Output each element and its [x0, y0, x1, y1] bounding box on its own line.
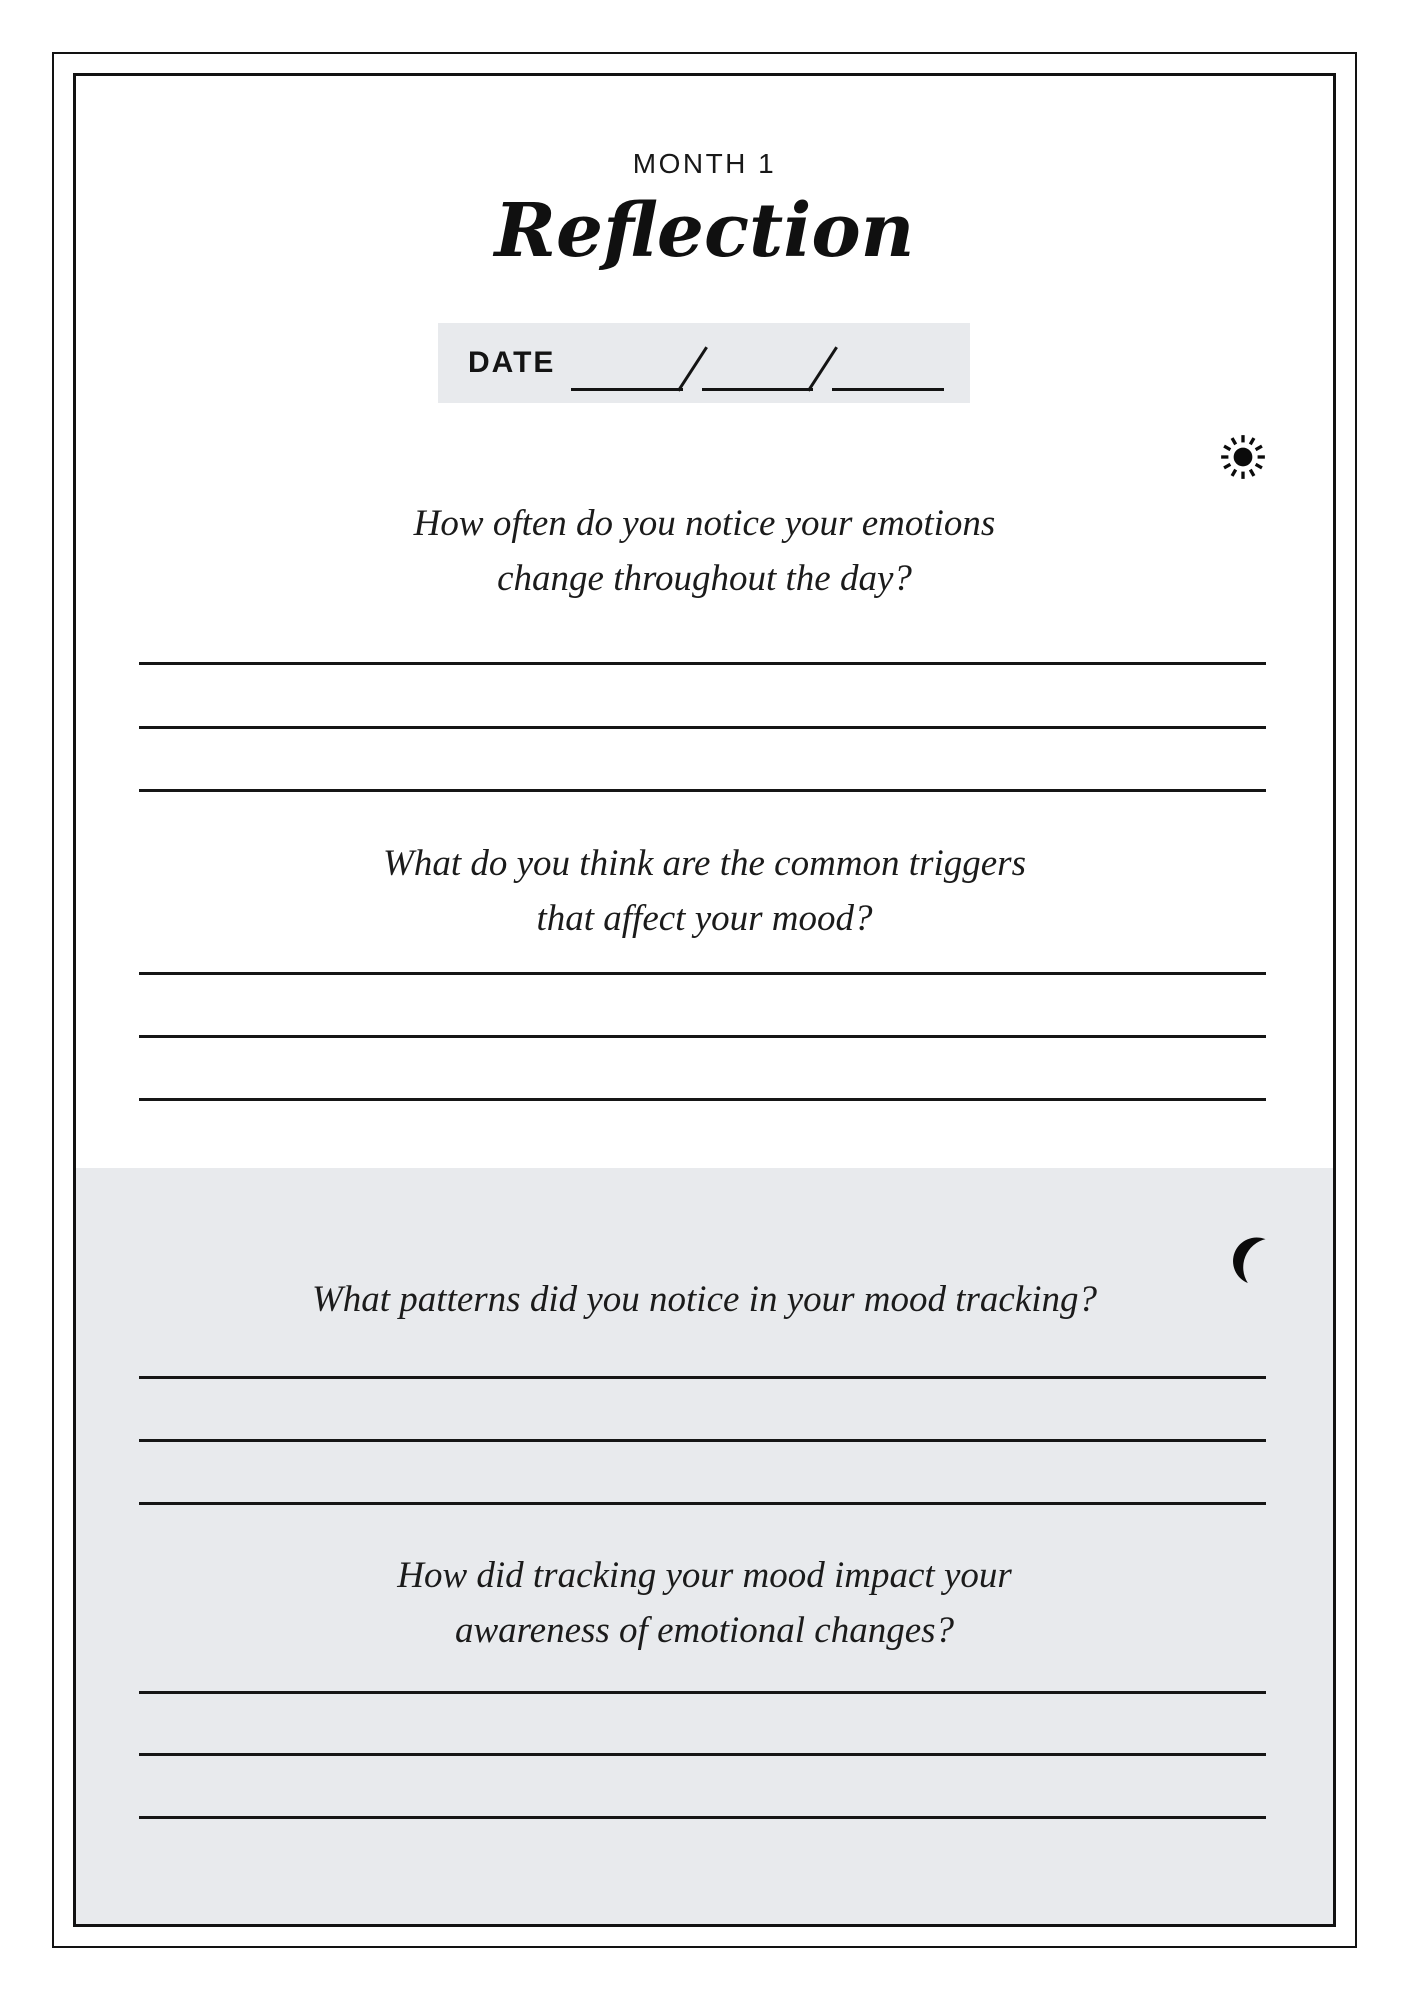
answer-line[interactable]: [139, 1502, 1266, 1505]
date-field: [438, 323, 970, 403]
question-mood-patterns: [0, 1272, 1409, 1327]
question-line: change throughout the day?: [497, 558, 912, 599]
question-line: What do you think are the common triggers: [383, 843, 1026, 884]
answer-line[interactable]: [139, 1035, 1266, 1038]
date-blank-day[interactable]: [702, 388, 814, 391]
date-separator-slash: [808, 346, 839, 391]
date-separator-slash: [677, 346, 708, 391]
answer-line[interactable]: [139, 1816, 1266, 1819]
answer-line[interactable]: [139, 1691, 1266, 1694]
question-line: How did tracking your mood impact your: [397, 1555, 1012, 1596]
answer-line[interactable]: [139, 662, 1266, 665]
answer-line[interactable]: [139, 1753, 1266, 1756]
date-blank-year[interactable]: [832, 388, 944, 391]
date-blank-month[interactable]: [571, 388, 683, 391]
page-title: Reflection: [494, 188, 915, 274]
question-line: What patterns did you notice in your mood tracking?: [311, 1279, 1098, 1320]
answer-line[interactable]: [139, 1439, 1266, 1442]
question-line: How often do you notice your emotions: [413, 503, 996, 544]
question-emotion-frequency: [0, 496, 1409, 606]
question-line: awareness of emotional changes?: [454, 1610, 955, 1651]
month-label: MONTH 1: [632, 148, 777, 179]
answer-line[interactable]: [139, 726, 1266, 729]
answer-line[interactable]: [139, 789, 1266, 792]
answer-line[interactable]: [139, 1376, 1266, 1379]
answer-line[interactable]: [139, 972, 1266, 975]
question-tracking-impact: [0, 1548, 1409, 1658]
sun-icon: [1218, 432, 1268, 482]
question-mood-triggers: [0, 836, 1409, 946]
question-line: that affect your mood?: [536, 898, 873, 939]
date-label: DATE: [468, 346, 556, 379]
answer-line[interactable]: [139, 1098, 1266, 1101]
